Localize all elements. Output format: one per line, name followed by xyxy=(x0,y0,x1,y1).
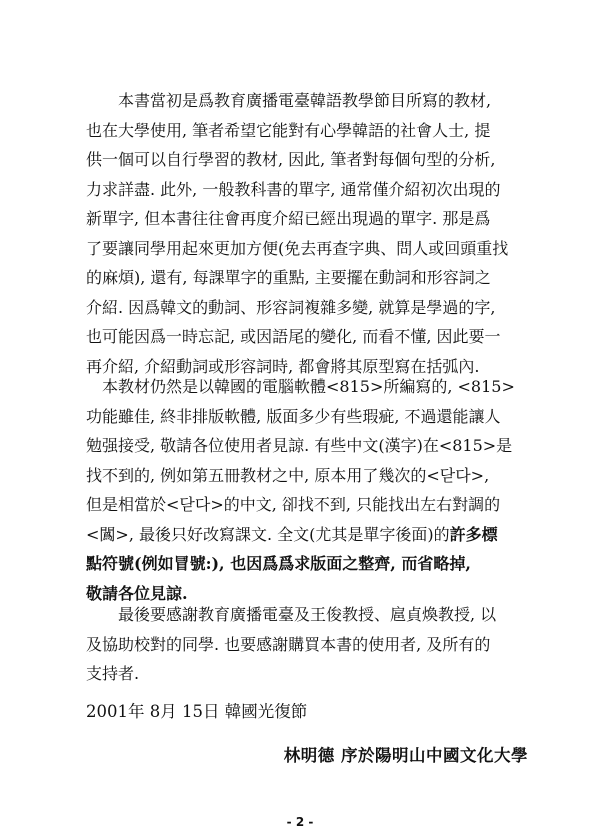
text-line: 本書當初是爲教育廣播電臺韓語教學節目所寫的教材, xyxy=(86,91,492,110)
text-line: 供一個可以自行學習的教材, 因此, 筆者對每個句型的分析, xyxy=(86,150,496,169)
text-line: 及協助校對的同學. 也要感謝購買本書的使用者, 及所有的 xyxy=(86,634,491,654)
text-line: 介紹. 因爲韓文的動詞、形容詞複雜多變, 就算是學過的字, xyxy=(86,297,496,317)
text-line: 再介紹, 介紹動詞或形容詞時, 都會將其原型寫在括弧內. xyxy=(86,356,480,376)
text-line: 也可能因爲一時忘記, 或因語尾的變化, 而看不懂, 因此要一 xyxy=(86,327,501,346)
bold-text-segment: 許多標 xyxy=(449,524,498,544)
text-line: 力求詳盡. 此外, 一般教科書的單字, 通常僅介紹初次出現的 xyxy=(86,179,501,199)
bold-text-line: 敬請各位見諒. xyxy=(86,583,188,603)
bold-text-line: 點符號(例如冒號:), 也因爲爲求版面之整齊, 而省略掉, xyxy=(86,554,471,573)
preface-paragraph-2 xyxy=(86,372,538,608)
text-line: 但是相當於<닫다>的中文, 卻找不到, 只能找出左右對調的 xyxy=(86,495,501,514)
preface-paragraph-3 xyxy=(86,600,538,689)
text-line: 了要讓同學用起來更加方便(免去再查字典、問人或回頭重找 xyxy=(86,238,509,258)
text-line: 的麻煩), 還有, 每課單字的重點, 主要擺在動詞和形容詞之 xyxy=(86,268,491,287)
text-line: 新單字, 但本書往往會再度介紹已經出現過的單字. 那是爲 xyxy=(86,209,491,228)
text-line: 最後要感謝教育廣播電臺及王俊教授、扈貞煥教授, 以 xyxy=(86,605,497,624)
text-line: 找不到的, 例如第五冊教材之中, 原本用了幾次的<닫다>, xyxy=(86,465,490,485)
text-segment: <䦱>, 最後只好改寫課文. 全文(尤其是單字後面)的 xyxy=(86,524,450,544)
text-line xyxy=(86,520,538,550)
text-line: 支持者. xyxy=(86,664,140,683)
text-line: 勉强接受, 敬請各位使用者見諒. 有些中文(漢字)在<815>是 xyxy=(86,436,513,455)
date-line: 2001年 8月 15日 韓國光復節 xyxy=(86,702,308,721)
text-line: 也在大學使用, 筆者希望它能對有心學韓語的社會人士, 提 xyxy=(86,120,491,140)
text-line: 功能雖佳, 終非排版軟體, 版面多少有些瑕疵, 不過還能讓人 xyxy=(86,406,501,426)
page-number: - 2 - xyxy=(286,815,314,829)
text-line: 本教材仍然是以韓國的電腦軟體<815>所編寫的, <815> xyxy=(86,377,515,396)
author-signature: 林明德 序於陽明山中國文化大學 xyxy=(283,746,528,765)
preface-paragraph-1 xyxy=(86,86,538,381)
